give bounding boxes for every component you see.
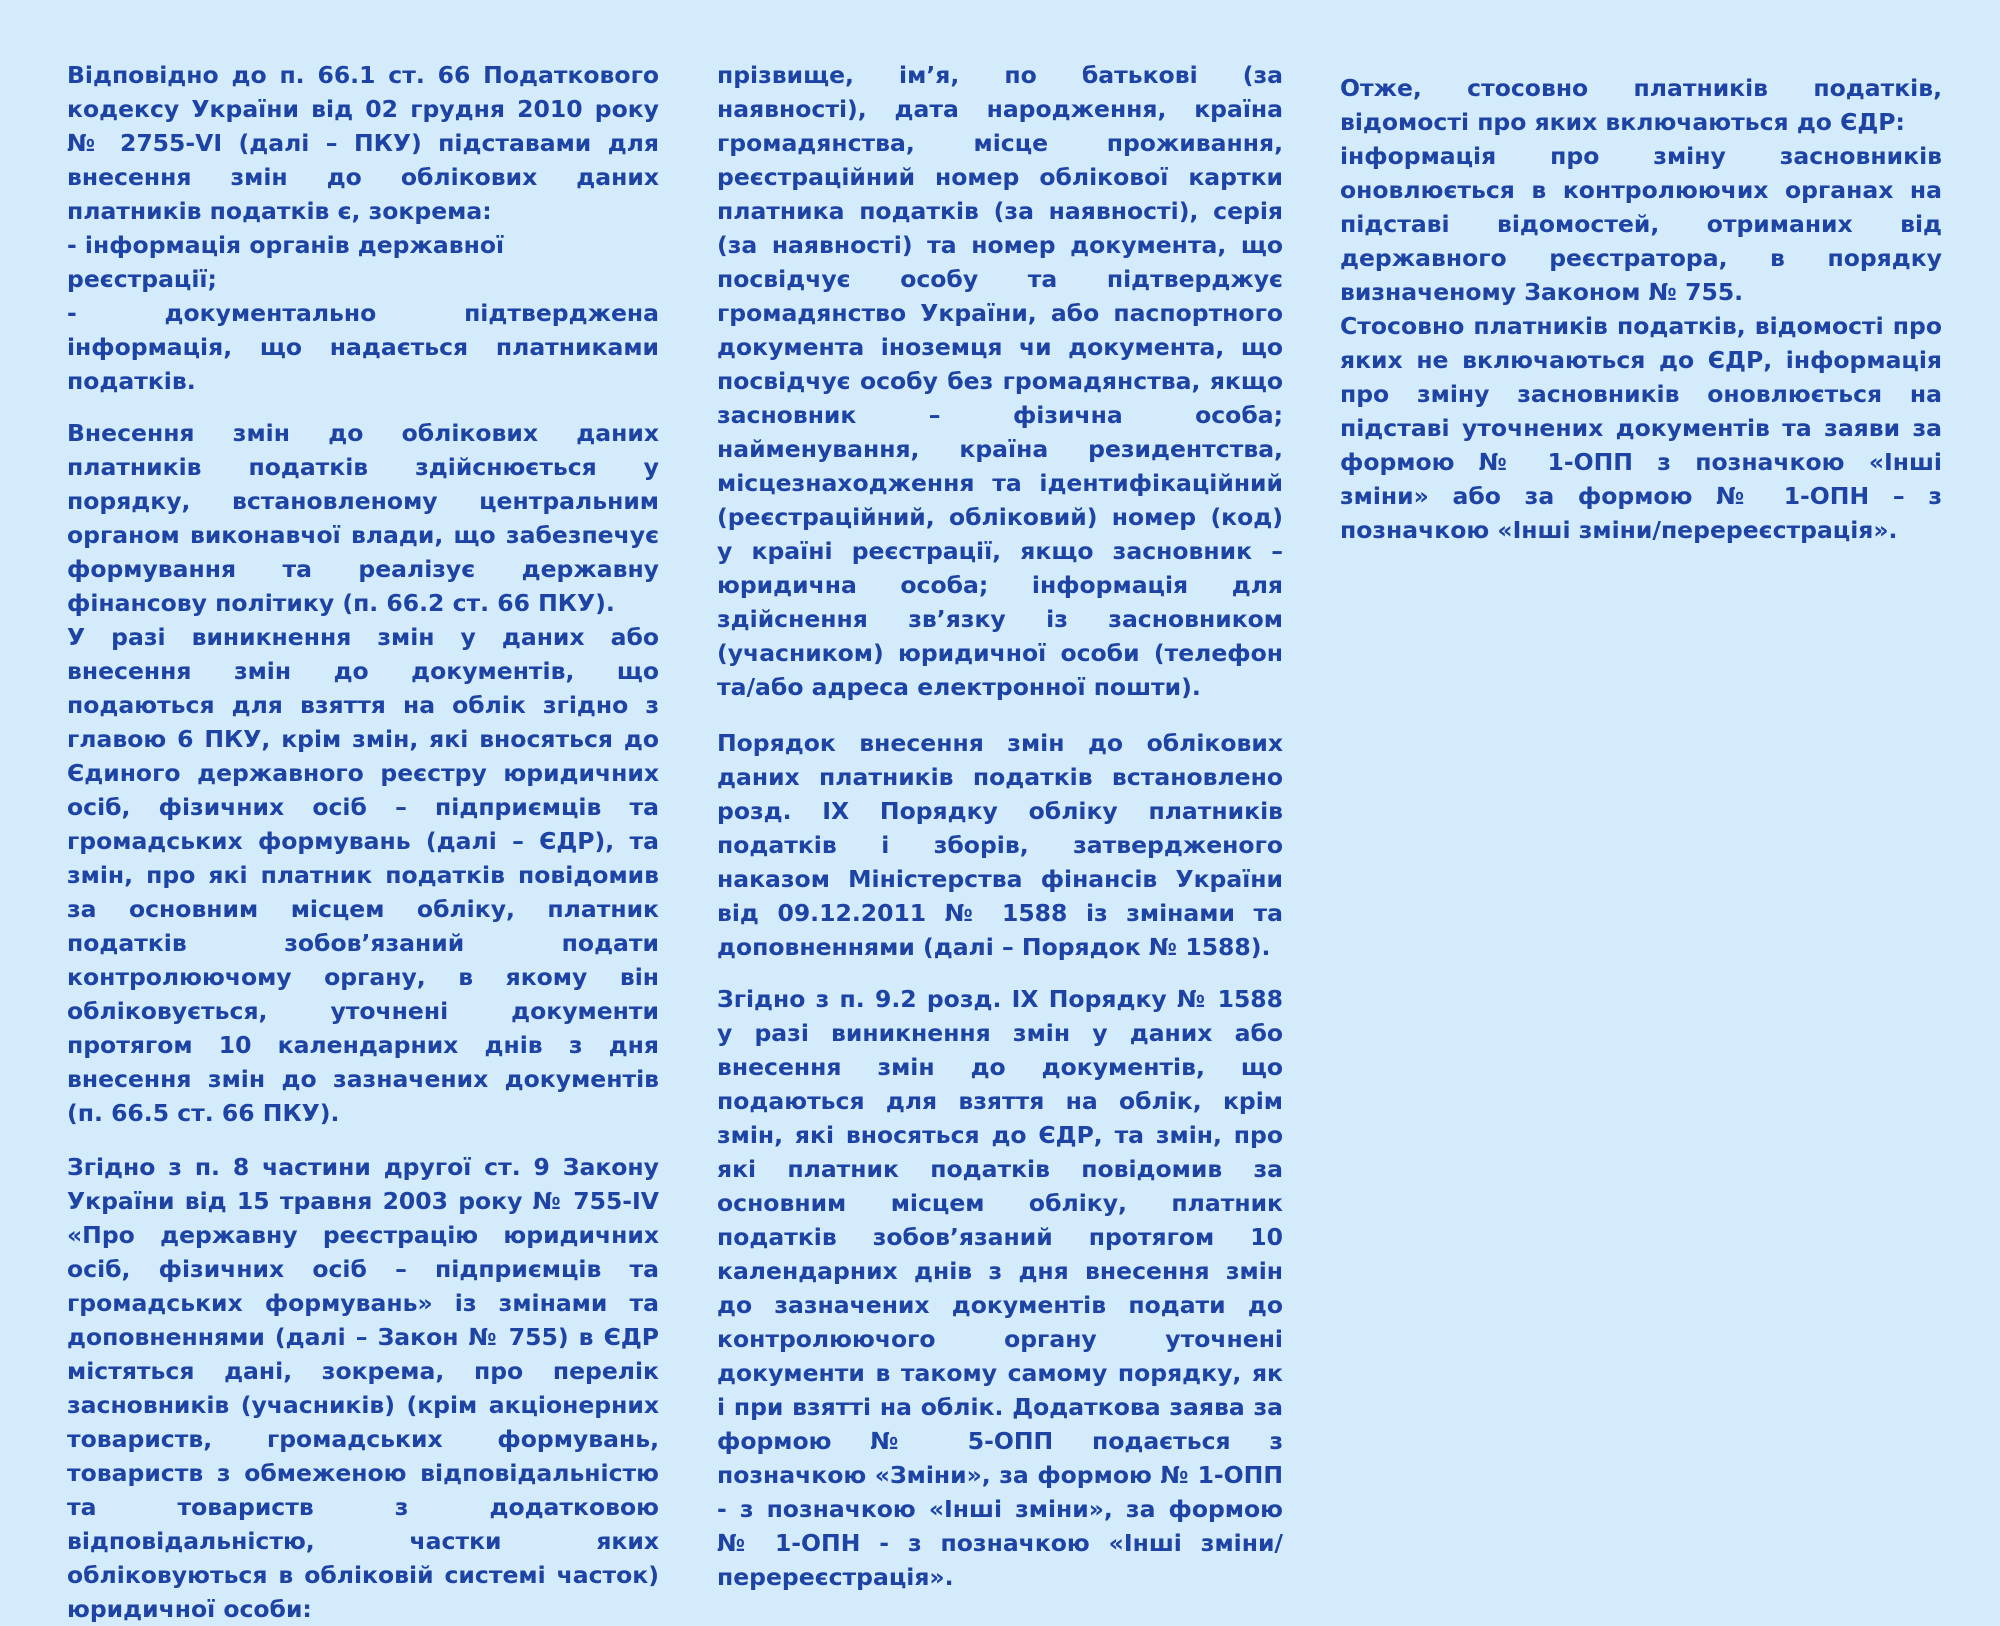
paragraph-order-1588-clause-9-2: Згідно з п. 9.2 розд. IX Порядку № 1588 у разі виникнення змін у даних або внесення змін до документів, що подаються для взяття на облік, крім змін, які вносяться до ЄДР, та змін, про які платник податків повідомив за основним місцем обліку, платник податків зобов’язаний протягом 10 календарних днів з дня внесення змін до зазначених документів подати до контролюючого органу уточнені документи в такому самому порядку, як і при взятті на облік. Додаткова заява за формою № 5-ОПП подається з позначкою «Зміни», за формою № 1-ОПП - з позначкою «Інші зміни», за формою № 1-ОПН - з позначкою «Інші зміни/перереєстрація». — [717, 985, 1283, 1591]
list-item-documented-info: - документально підтверджена інформація, що надається платниками податків. — [67, 299, 659, 395]
list-item-state-registration: - інформація органів державної реєстрації; — [67, 231, 505, 293]
column-right — [1340, 71, 1942, 547]
column-middle — [717, 58, 1283, 1594]
paragraph-founders-update-edr: інформація про зміну засновників оновлюється в контролюючих органах на підставі відомостей, отриманих від державного реєстратора, в порядку визначеному Законом № 755. — [1340, 142, 1942, 306]
column-left — [67, 58, 659, 1626]
paragraph-order-1588: Порядок внесення змін до облікових даних платників податків встановлено розд. IX Порядку обліку платників податків і зборів, затвердженого наказом Міністерства фінансів України від 09.12.2011 № 1588 із змінами та доповненнями (далі – Порядок № 1588). — [717, 729, 1283, 961]
paragraph-changes-procedure: Внесення змін до облікових даних платників податків здійснюється у порядку, встановленому центральним органом виконавчої влади, що забезпечує формування та реалізує державну фінансову політику (п. 66.2 ст. 66 ПКУ). — [67, 419, 659, 617]
paragraph-tax-code-grounds: Відповідно до п. 66.1 ст. 66 Податкового кодексу України від 02 грудня 2010 року № 2755-VI (далі – ПКУ) підставами для внесення змін до облікових даних платників податків є, зокрема: — [67, 61, 659, 225]
paragraph-law-755: Згідно з п. 8 частини другої ст. 9 Закону України від 15 травня 2003 року № 755-IV «Про державну реєстрацію юридичних осіб, фізичних осіб – підприємців та громадських формувань» із змінами та доповненнями (далі – Закон № 755) в ЄДР містяться дані, зокрема, про перелік засновників (учасників) (крім акціонерних товариств, громадських формувань, товариств з обмеженою відповідальністю та товариств з додатковою відповідальністю, частки яких обліковуються в обліковій системі часток) юридичної особи: — [67, 1153, 659, 1623]
paragraph-founders-update-non-edr: Стосовно платників податків, відомості про яких не включаються до ЄДР, інформація про зміну засновників оновлюється на підставі уточнених документів та заяви за формою № 1-ОПП з позначкою «Інші зміни» або за формою № 1-ОПН – з позначкою «Інші зміни/перереєстрація». — [1340, 312, 1942, 544]
paragraph-changes-obligation: У разі виникнення змін у даних або внесення змін до документів, що подаються для взяття на облік згідно з главою 6 ПКУ, крім змін, які вносяться до Єдиного державного реєстру юридичних осіб, фізичних осіб – підприємців та громадських формувань (далі – ЄДР), та змін, про які платник податків повідомив за основним місцем обліку, платник податків зобов’язаний подати контролюючому органу, в якому він обліковується, уточнені документи протягом 10 календарних днів з дня внесення змін до зазначених документів (п. 66.5 ст. 66 ПКУ). — [67, 623, 659, 1127]
paragraph-founder-details: прізвище, ім’я, по батькові (за наявності), дата народження, країна громадянства, місце проживання, реєстраційний номер облікової картки платника податків (за наявності), серія (за наявності) та номер документа, що посвідчує особу та підтверджує громадянство України, або паспортного документа іноземця чи документа, що посвідчує особу без громадянства, якщо засновник – фізична особа; найменування, країна резидентства, місцезнаходження та ідентифікаційний (реєстраційний, обліковий) номер (код) у країні реєстрації, якщо засновник – юридична особа; інформація для здійснення зв’язку із засновником (учасником) юридичної особи (телефон та/або адреса електронної пошти). — [717, 61, 1283, 701]
paragraph-conclusion-intro: Отже, стосовно платників податків, відомості про яких включаються до ЄДР: — [1340, 74, 1942, 136]
